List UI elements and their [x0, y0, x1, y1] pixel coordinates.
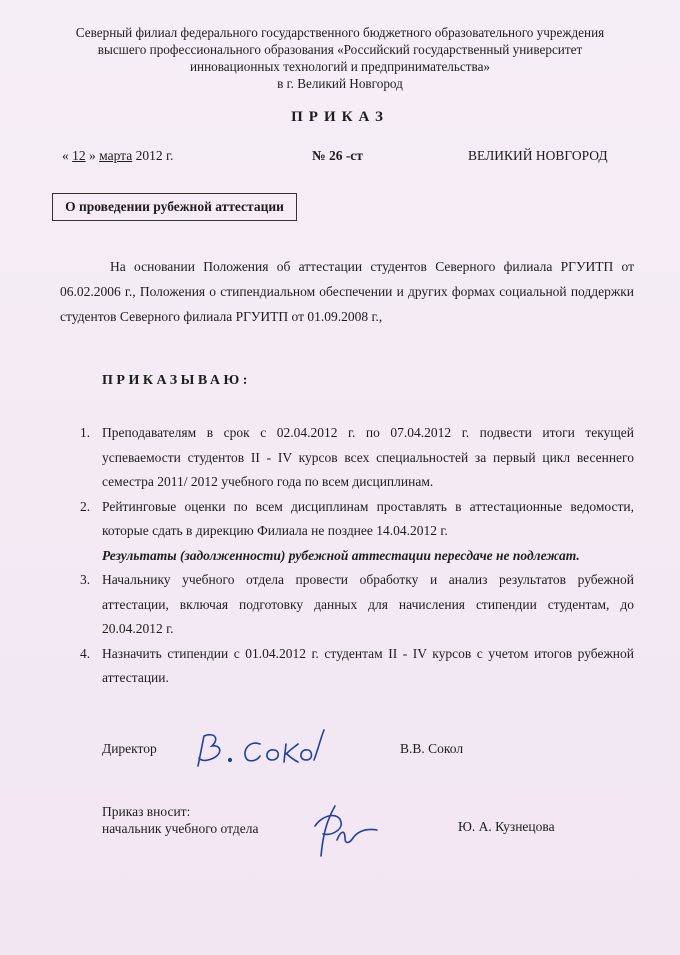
director-name: В.В. Сокол	[400, 741, 464, 756]
director-signature	[190, 722, 330, 772]
date-year: 2012 г.	[135, 148, 174, 163]
list-item	[80, 642, 634, 691]
order-heading: ПРИКАЗЫВАЮ:	[102, 373, 251, 388]
submitted-by-line-2: начальник учебного отдела	[102, 821, 259, 836]
date-open-quote: «	[62, 148, 69, 163]
order-number: № 26 -ст	[312, 148, 363, 163]
header-line-2: высшего профессионального образования «Российский государственный университет	[97, 42, 583, 57]
header-line-4: в г. Великий Новгород	[277, 76, 403, 91]
item-text: Рейтинговые оценки по всем дисциплинам проставлять в аттестационные ведомости, которые сдать в дирекцию Филиала не позднее 14.04.2012 г.	[102, 498, 634, 538]
date-day: 12	[72, 148, 86, 163]
item-note: Результаты (задолженности) рубежной аттестации пересдаче не подлежат.	[102, 547, 580, 563]
list-item	[80, 421, 634, 495]
item-number: 3.	[80, 572, 91, 587]
item-text: Назначить стипендии с 01.04.2012 г. студентам II - IV курсов с учетом итогов рубежной аттестации.	[102, 645, 634, 685]
subject-box: О проведении рубежной аттестации	[52, 193, 297, 221]
basis-paragraph: На основании Положения об аттестации студентов Северного филиала РГУИТП от 06.02.2006 г., Положения о стипендиальном обеспечении и других формах социальной поддержки студентов Северного филиала РГУИТП от 01.09.2008 г.,	[60, 259, 634, 324]
director-label: Директор	[102, 741, 157, 756]
submitted-by	[102, 803, 258, 837]
item-number: 2.	[80, 498, 91, 514]
institution-header	[40, 24, 640, 92]
date-close-quote: »	[89, 148, 96, 163]
item-number: 1.	[80, 425, 91, 440]
order-date	[62, 148, 173, 164]
item-text: Начальнику учебного отдела провести обработку и анализ результатов рубежной аттестации, включая подготовку данных для начисления стипендии студентам, до 20.04.2012 г.	[102, 572, 634, 636]
submitter-signature	[305, 800, 385, 860]
submitter-name: Ю. А. Кузнецова	[458, 819, 555, 834]
item-number: 4.	[80, 645, 91, 661]
date-month: марта	[99, 148, 133, 163]
document-title: ПРИКАЗ	[291, 109, 389, 125]
list-item	[80, 495, 634, 569]
order-city: ВЕЛИКИЙ НОВГОРОД	[468, 148, 608, 163]
header-line-3: инновационных технологий и предпринимательства»	[189, 59, 491, 74]
list-item	[80, 568, 634, 642]
order-items-list	[80, 421, 634, 691]
submitted-by-line-1: Приказ вносит:	[102, 804, 191, 819]
item-text: Преподавателям в срок с 02.04.2012 г. по 07.04.2012 г. подвести итоги текущей успеваемости студентов II - IV курсов всех специальностей за первый цикл весеннего семестра 2011/ 2012 учебного года по всем дисциплинам.	[102, 425, 634, 489]
header-line-1: Северный филиал федерального государственного бюджетного образовательного учреждения	[75, 25, 605, 40]
